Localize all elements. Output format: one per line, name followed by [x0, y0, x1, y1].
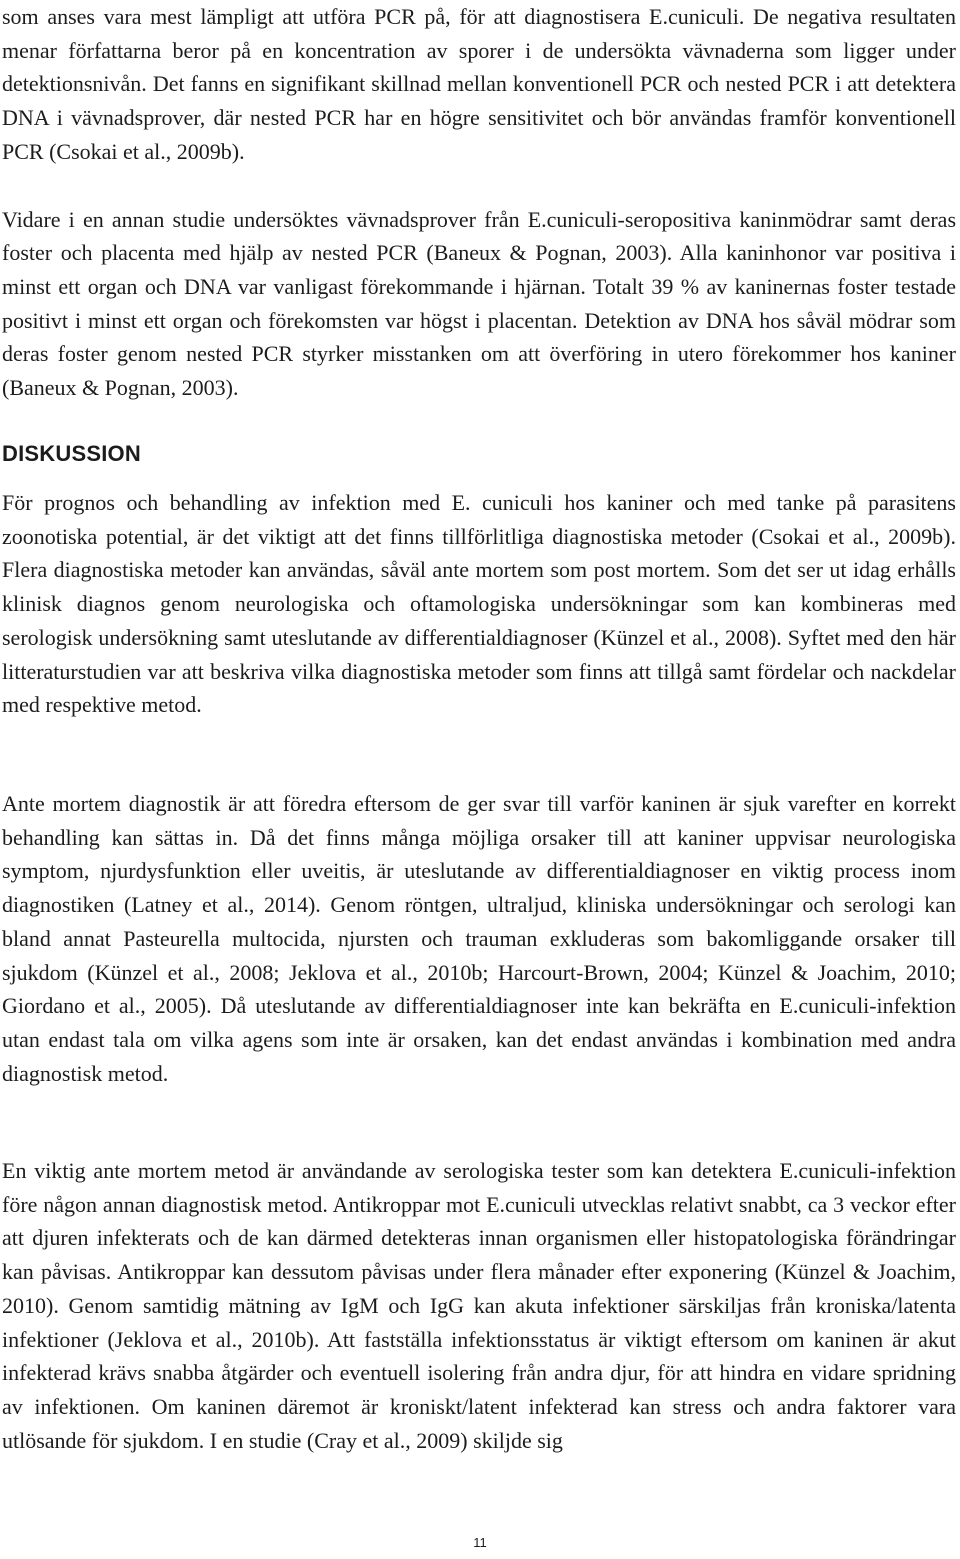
results-section [2, 0, 956, 405]
discussion-intro [2, 486, 956, 722]
page-number: 11 [473, 1535, 487, 1550]
paragraph-ante-mortem: Ante mortem diagnostik är att föredra eftersom de ger svar till varför kaninen är sjuk varefter en korrekt behandling kan sättas in. Då det finns många möjliga orsaker till att kaniner uppvisar neurologiska symptom, njurdysfunktion eller uveitis, är uteslutande av differentialdiagnoser en viktig process inom diagnostiken (Latney et al., 2014). Genom röntgen, ultraljud, kliniska undersökningar och serologi kan bland annat Pasteurella multocida, njursten och trauman exkluderas som bakomliggande orsaker till sjukdom (Künzel et al., 2008; Jeklova et al., 2010b; Harcourt-Brown, 2004; Künzel & Joachim, 2010; Giordano et al., 2005). Då uteslutande av differentialdiagnoser inte kan bekräfta en E.cuniculi-infektion utan endast tala om vilka agens som inte är orsaken, kan det endast användas i kombination med andra diagnostisk metod. [2, 791, 956, 1086]
paragraph-diagnosis-intro: För prognos och behandling av infektion med E. cuniculi hos kaniner och med tanke på parasitens zoonotiska potential, är det viktigt att det finns tillförlitliga diagnostiska metoder (Csokai et al., 2009b). Flera diagnostiska metoder kan användas, såväl ante mortem som post mortem. Som det ser ut idag erhålls klinisk diagnos genom neurologiska och oftamologiska undersökningar som kan kombineras med serologisk undersökning samt uteslutande av differentialdiagnoser (Künzel et al., 2008). Syftet med den här litteraturstudien var att beskriva vilka diagnostiska metoder som finns att tillgå samt fördelar och nackdelar med respektive metod. [2, 490, 956, 718]
discussion-serology [2, 1154, 956, 1457]
paragraph-nested-pcr-study: Vidare i en annan studie undersöktes vävnadsprover från E.cuniculi-seropositiva kaninmödrar samt deras foster och placenta med hjälp av nested PCR (Baneux & Pognan, 2003). Alla kaninhonor var positiva i minst ett organ och DNA var vanligast förekommande i hjärnan. Totalt 39 % av kaninernas foster testade positivt i minst ett organ och förekomsten var högst i placentan. Detektion av DNA hos såväl mödrar som deras foster genom nested PCR styrker misstanken om att överföring in utero förekommer hos kaniner (Baneux & Pognan, 2003). [2, 206, 956, 401]
paragraph-pcr-tissue: som anses vara mest lämpligt att utföra PCR på, för att diagnostisera E.cuniculi. De negativa resultaten menar författarna beror på en koncentration av sporer i de undersökta vävnaderna som ligger under detektionsnivån. Det fanns en signifikant skillnad mellan konventionell PCR och nested PCR i att detektera DNA i vävnadsprover, där nested PCR har en högre sensitivitet och bör användas framför konventionell PCR (Csokai et al., 2009b). [2, 4, 956, 164]
paragraph-serology: En viktig ante mortem metod är användande av serologiska tester som kan detektera E.cuniculi-infektion före någon annan diagnostisk metod. Antikroppar mot E.cuniculi utvecklas relativt snabbt, ca 3 veckor efter att djuren infekterats och de kan därmed detekteras innan organismen eller histopatologiska förändringar kan påvisas. Antikroppar kan dessutom påvisas under flera månader efter exponering (Künzel & Joachim, 2010). Genom samtidig mätning av IgM och IgG kan akuta infektioner särskiljas från kroniska/latenta infektioner (Jeklova et al., 2010b). Att fastställa infektionsstatus är viktigt eftersom om kaninen är akut infekterad krävs snabba åtgärder och eventuell isolering från andra djur, för att hindra en vidare spridning av infektionen. Om kaninen däremot är kroniskt/latent infekterad kan stress och andra faktorer vara utlösande för sjukdom. I en studie (Cray et al., 2009) skiljde sig [2, 1158, 956, 1453]
section-heading-diskussion: DISKUSSION [2, 441, 141, 466]
discussion-ante-mortem [2, 787, 956, 1090]
